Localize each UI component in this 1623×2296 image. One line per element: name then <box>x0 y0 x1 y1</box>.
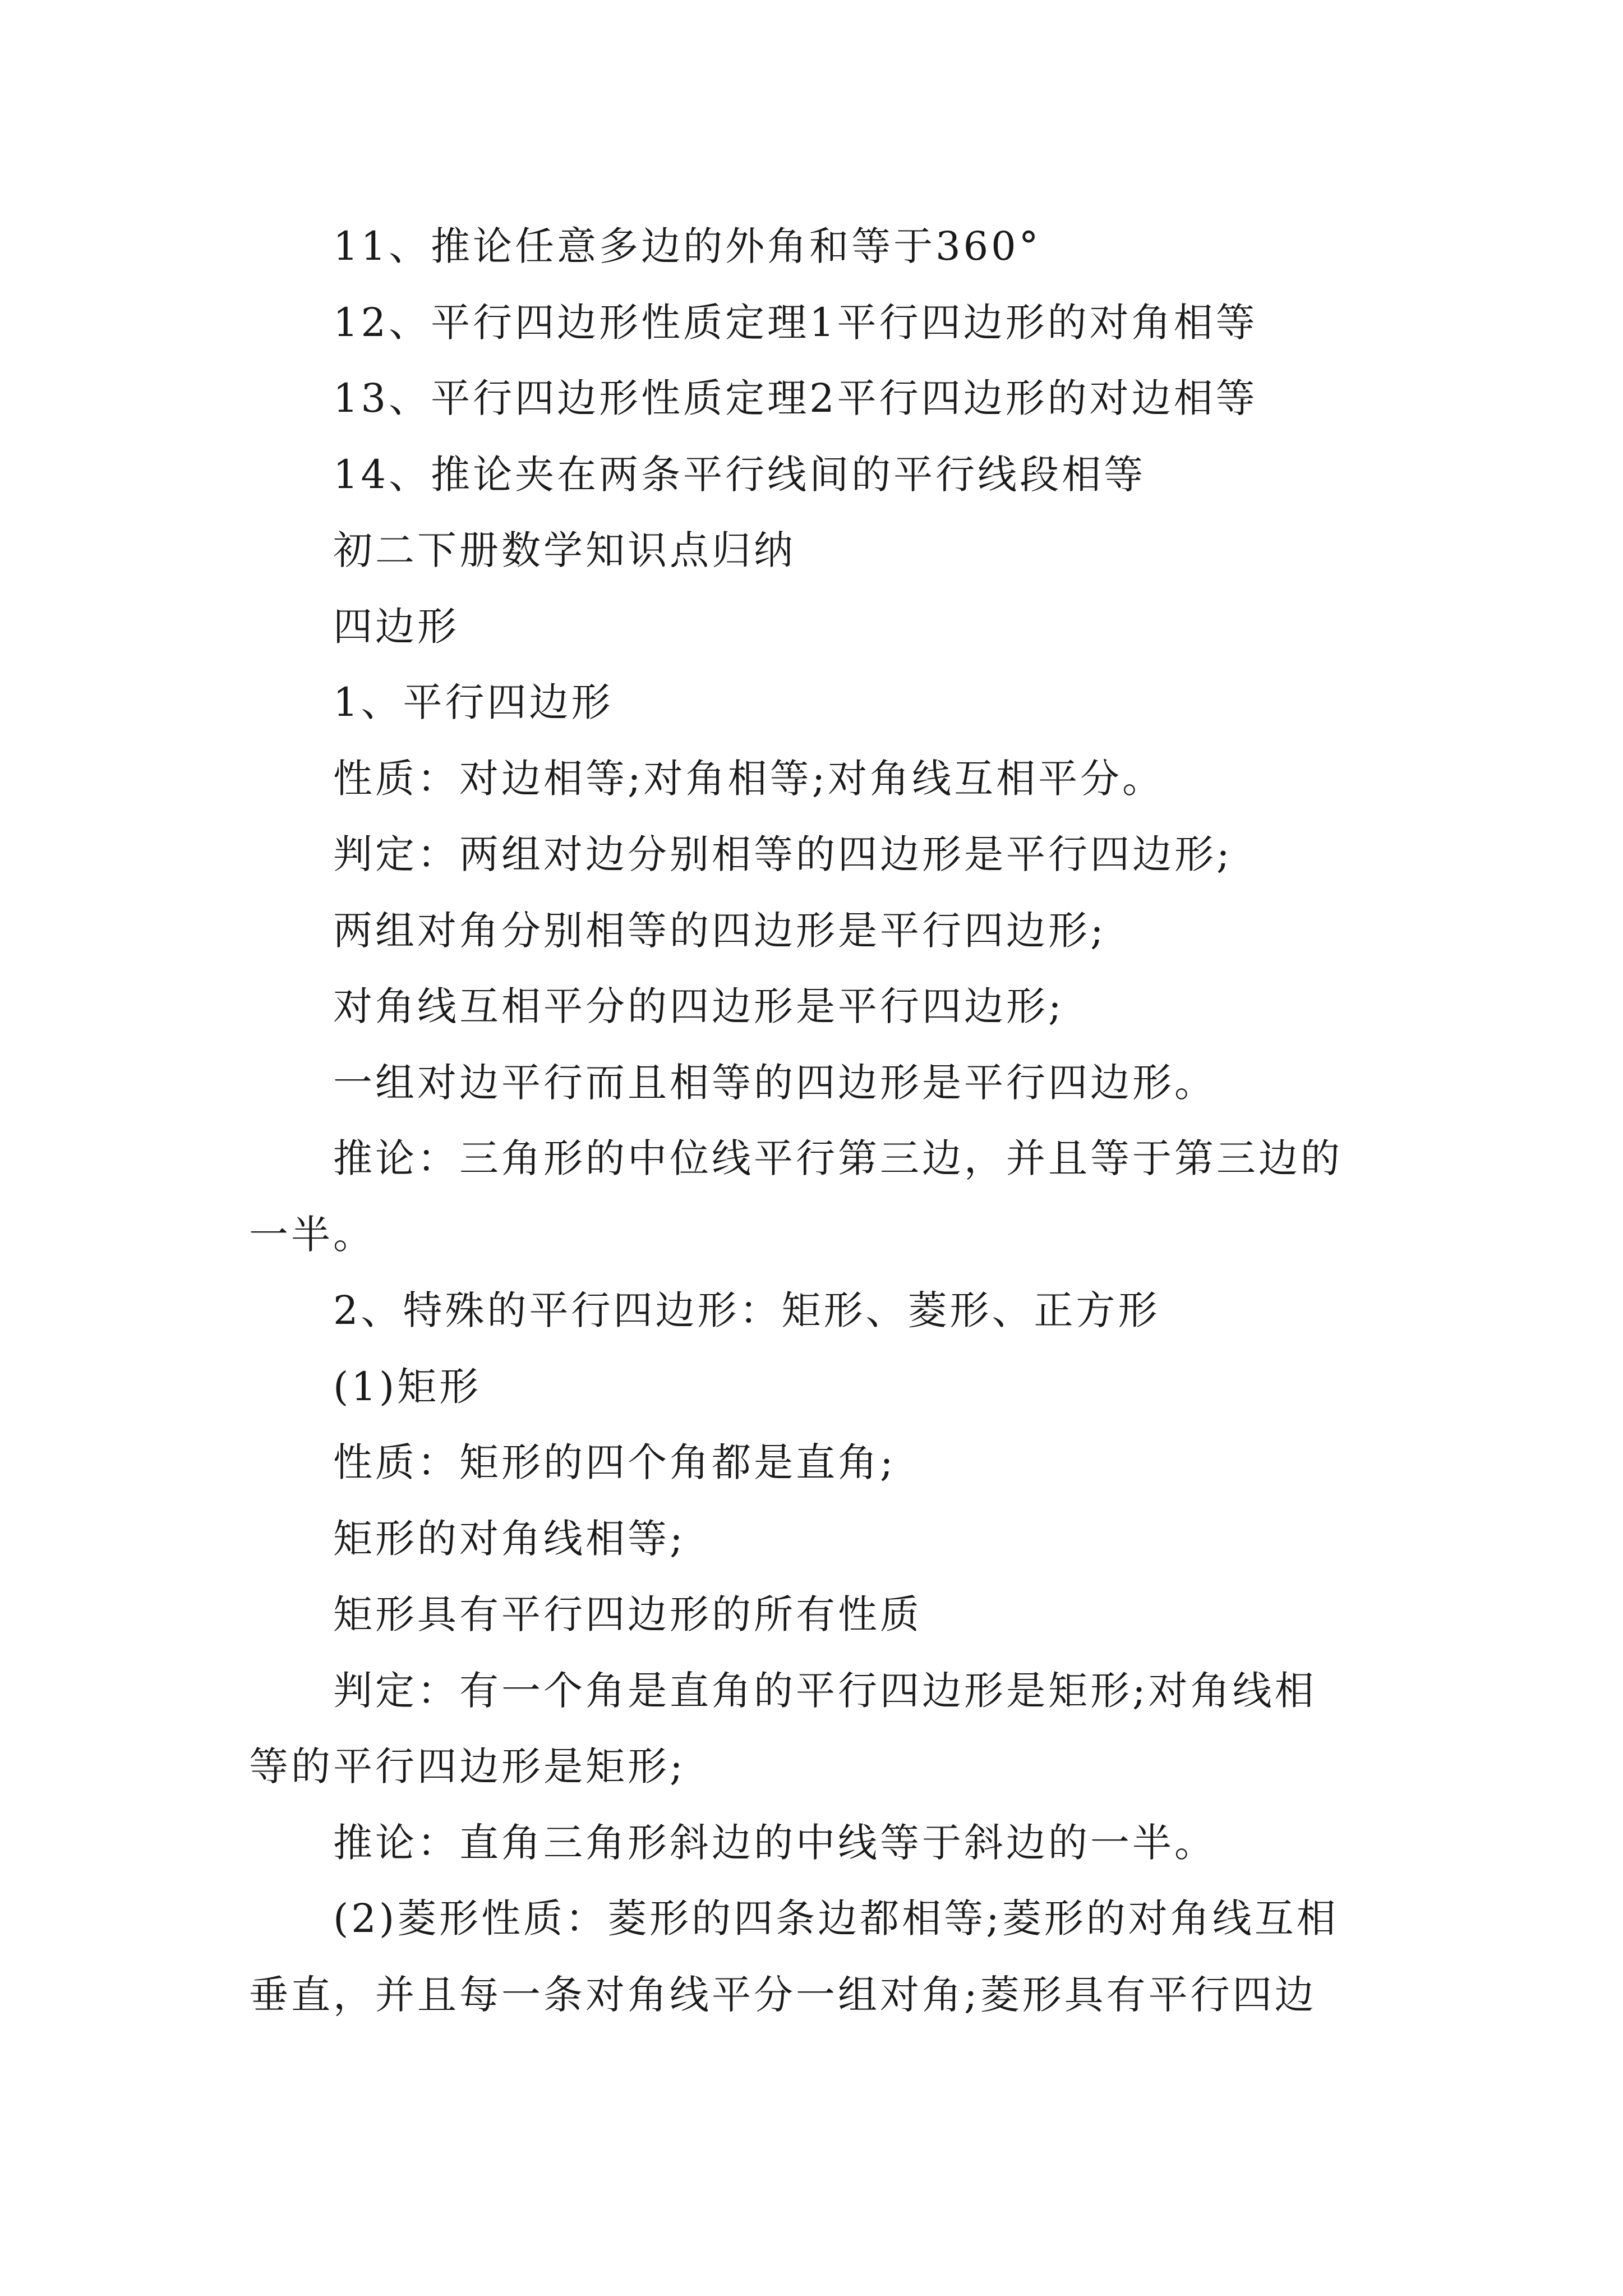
text-line: 14、推论夹在两条平行线间的平行线段相等 <box>333 451 1146 498</box>
section-title: 初二下册数学知识点归纳 <box>333 527 796 573</box>
text-line: 判定：有一个角是直角的平行四边形是矩形;对角线相 <box>333 1667 1317 1714</box>
text-line: 垂直，并且每一条对角线平分一组对角;菱形具有平行四边 <box>249 1971 1317 2018</box>
text-line: 两组对角分别相等的四边形是平行四边形; <box>333 907 1106 954</box>
section-subtitle: 四边形 <box>333 603 459 650</box>
text-line: 1、平行四边形 <box>333 679 614 725</box>
text-line: (2)菱形性质：菱形的四条边都相等;菱形的对角线互相 <box>333 1895 1339 1941</box>
text-line: 性质：矩形的四个角都是直角; <box>333 1439 896 1485</box>
text-line: 推论：直角三角形斜边的中线等于斜边的一半。 <box>333 1819 1216 1866</box>
text-line: 对角线互相平分的四边形是平行四边形; <box>333 983 1064 1029</box>
text-line: 一半。 <box>249 1211 375 1258</box>
text-line: 性质：对边相等;对角相等;对角线互相平分。 <box>333 755 1165 802</box>
text-line: 12、平行四边形性质定理1平行四边形的对角相等 <box>333 299 1258 346</box>
text-line: 等的平行四边形是矩形; <box>249 1743 686 1789</box>
text-line: 11、推论任意多边的外角和等于360° <box>333 223 1041 269</box>
text-line: 一组对边平行而且相等的四边形是平行四边形。 <box>333 1059 1216 1106</box>
text-line: 2、特殊的平行四边形：矩形、菱形、正方形 <box>333 1287 1160 1333</box>
text-line: 矩形具有平行四边形的所有性质 <box>333 1591 922 1637</box>
text-line: (1)矩形 <box>333 1363 482 1410</box>
document-body <box>249 209 1374 2033</box>
text-line: 判定：两组对边分别相等的四边形是平行四边形; <box>333 831 1233 877</box>
text-line: 矩形的对角线相等; <box>333 1515 686 1562</box>
text-line: 13、平行四边形性质定理2平行四边形的对边相等 <box>333 375 1258 421</box>
text-line: 推论：三角形的中位线平行第三边，并且等于第三边的 <box>333 1135 1343 1181</box>
